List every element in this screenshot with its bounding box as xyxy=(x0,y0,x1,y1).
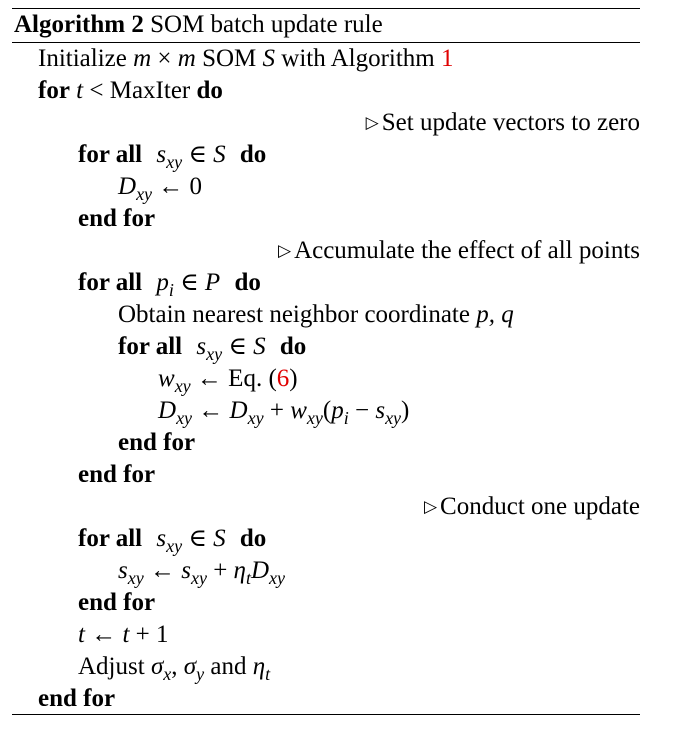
in-symbol: ∈ xyxy=(188,141,207,168)
bottom-rule xyxy=(12,714,640,715)
line-forall-p xyxy=(78,268,261,298)
plus-symbol: + xyxy=(269,397,284,424)
math-m: m xyxy=(133,45,152,72)
in-symbol: ∈ xyxy=(228,333,247,360)
comment-triangle-icon: ▷ xyxy=(423,497,438,516)
subscript: y xyxy=(196,664,205,684)
keyword-forall: for all xyxy=(78,141,143,168)
math-sigma: σ xyxy=(150,653,164,680)
minus-symbol: − xyxy=(354,397,370,424)
math-s: s xyxy=(196,333,207,360)
algorithm-title xyxy=(14,10,383,40)
line-t-increment xyxy=(78,620,169,650)
subscript: xy xyxy=(166,536,183,556)
subscript: xy xyxy=(166,152,183,172)
comment-text: Conduct one update xyxy=(440,493,640,520)
math-s: s xyxy=(375,397,386,424)
plus-symbol: + xyxy=(135,621,150,648)
subscript: xy xyxy=(385,408,402,428)
math-t: t xyxy=(76,77,84,104)
text: MaxIter xyxy=(109,77,191,104)
arrow-symbol: ← xyxy=(198,397,224,424)
keyword-forall: for all xyxy=(118,333,183,360)
comment-triangle-icon: ▷ xyxy=(365,113,379,132)
line-for-maxiter xyxy=(38,76,223,106)
math-t: t xyxy=(78,621,85,648)
math-t: t xyxy=(122,621,130,648)
math-p: p xyxy=(156,269,169,296)
math-S: S xyxy=(262,45,276,72)
keyword-do: do xyxy=(196,77,223,104)
math-zero: 0 xyxy=(189,173,203,200)
arrow-symbol: ← xyxy=(149,557,175,584)
text: Adjust xyxy=(78,653,145,680)
keyword-endfor: end for xyxy=(118,429,196,456)
plus-symbol: + xyxy=(213,557,228,584)
line-s-update xyxy=(118,556,285,586)
keyword-do: do xyxy=(239,525,267,552)
subscript: xy xyxy=(269,568,286,588)
math-p: p xyxy=(331,397,344,424)
math-S: S xyxy=(253,333,266,360)
line-nearest-neighbor xyxy=(118,300,514,330)
algorithm-name: SOM batch update rule xyxy=(150,11,383,38)
keyword-for: for xyxy=(38,77,70,104)
in-symbol: ∈ xyxy=(188,525,207,552)
line-endfor-2 xyxy=(118,428,195,458)
math-D: D xyxy=(229,397,248,424)
line-d-zero xyxy=(118,172,202,202)
equation-ref-link[interactable]: 6 xyxy=(276,365,290,392)
text: and xyxy=(210,653,247,680)
line-forall-s-3 xyxy=(78,524,266,554)
text: Initialize xyxy=(38,45,127,72)
algorithm-label: Algorithm 2 xyxy=(14,11,144,38)
math-s: s xyxy=(118,557,128,584)
subscript: xy xyxy=(306,408,323,428)
comment-conduct-update xyxy=(424,492,640,522)
math-w: w xyxy=(158,365,175,392)
line-forall-s-1 xyxy=(78,140,266,170)
lt-symbol: < xyxy=(89,77,104,104)
algorithm-ref-link[interactable]: 1 xyxy=(441,45,454,72)
text: SOM xyxy=(202,45,257,72)
math-sigma: σ xyxy=(183,653,197,680)
line-endfor-4 xyxy=(78,588,155,618)
subscript: x xyxy=(163,664,172,684)
math-P: P xyxy=(204,269,221,296)
line-endfor-outer xyxy=(38,684,115,714)
math-D: D xyxy=(250,557,270,584)
subscript: xy xyxy=(247,408,264,428)
line-w-eq xyxy=(158,364,298,394)
subscript: t xyxy=(265,664,271,684)
math-w: w xyxy=(290,397,307,424)
line-adjust xyxy=(78,652,270,682)
keyword-endfor: end for xyxy=(78,589,156,616)
subscript: t xyxy=(245,568,251,588)
math-eta: η xyxy=(233,557,246,584)
comment-text: Set update vectors to zero xyxy=(381,109,640,136)
math-eta: η xyxy=(252,653,266,680)
math-m: m xyxy=(177,45,196,72)
line-endfor-3 xyxy=(78,460,155,490)
math-s: s xyxy=(181,557,191,584)
keyword-do: do xyxy=(234,269,261,296)
mid-rule xyxy=(12,42,640,43)
comment-accumulate xyxy=(278,236,640,266)
keyword-endfor: end for xyxy=(78,205,156,232)
paren: ) xyxy=(401,397,410,424)
subscript: xy xyxy=(190,568,207,588)
in-symbol: ∈ xyxy=(180,269,199,296)
arrow-symbol: ← xyxy=(196,365,222,392)
text: with Algorithm xyxy=(281,45,435,72)
subscript: xy xyxy=(127,568,144,588)
math-S: S xyxy=(213,525,226,552)
text: Obtain nearest neighbor coordinate xyxy=(118,301,470,328)
line-endfor-1 xyxy=(78,204,155,234)
math-S: S xyxy=(213,141,226,168)
keyword-endfor: end for xyxy=(38,685,116,712)
subscript: xy xyxy=(206,344,223,364)
math-s: s xyxy=(156,525,167,552)
keyword-endfor: end for xyxy=(78,461,156,488)
keyword-forall: for all xyxy=(78,269,143,296)
line-d-update xyxy=(158,396,409,426)
paren: ( xyxy=(322,397,332,424)
top-rule xyxy=(12,8,640,9)
arrow-symbol: ← xyxy=(158,173,184,200)
keyword-do: do xyxy=(279,333,307,360)
math-pq: p, q xyxy=(476,301,514,328)
text: Eq. ( xyxy=(228,365,277,392)
times-symbol: × xyxy=(157,45,172,72)
subscript: xy xyxy=(136,184,153,204)
subscript: xy xyxy=(174,376,191,396)
line-forall-s-2 xyxy=(118,332,306,362)
keyword-do: do xyxy=(239,141,267,168)
keyword-forall: for all xyxy=(78,525,143,552)
line-initialize xyxy=(38,44,454,74)
math-D: D xyxy=(158,397,177,424)
comment-set-update xyxy=(366,108,640,138)
math-s: s xyxy=(156,141,167,168)
arrow-symbol: ← xyxy=(91,621,117,648)
subscript: i xyxy=(343,408,349,428)
comment-text: Accumulate the effect of all points xyxy=(294,237,640,264)
text: ) xyxy=(289,365,298,392)
comment-triangle-icon: ▷ xyxy=(277,241,292,260)
subscript: xy xyxy=(176,408,193,428)
math-one: 1 xyxy=(156,621,169,648)
comma: , xyxy=(171,653,178,680)
subscript: i xyxy=(168,280,174,300)
math-D: D xyxy=(118,173,137,200)
